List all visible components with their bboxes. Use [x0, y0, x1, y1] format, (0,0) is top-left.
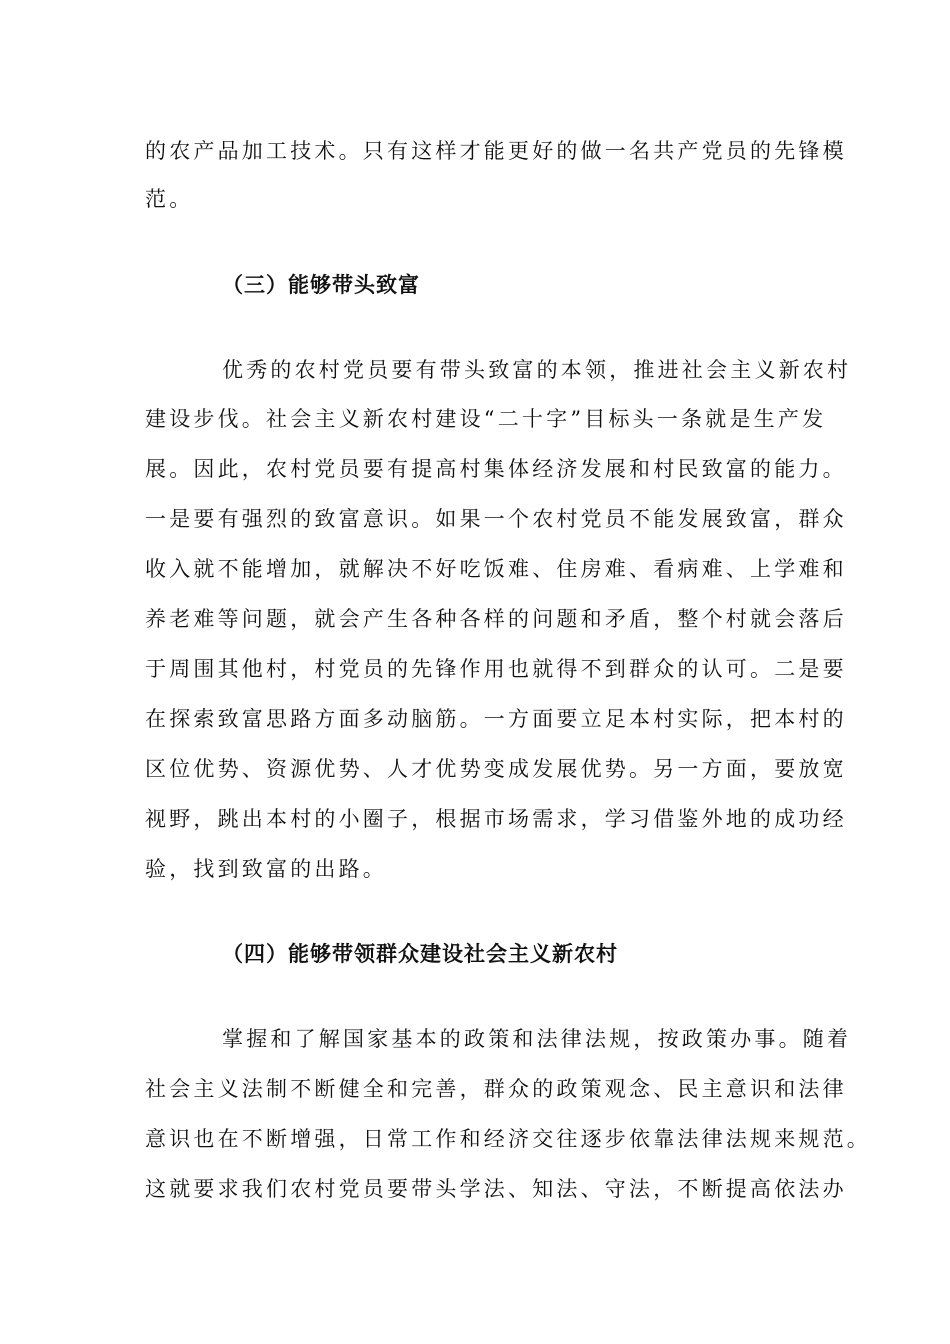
paragraph-line: 收入就不能增加，就解决不好吃饭难、住房难、看病难、上学难和: [145, 557, 847, 581]
paragraph-line: 这就要求我们农村党员要带头学法、知法、守法，不断提高依法办: [145, 1177, 847, 1201]
paragraph-line: 视野，跳出本村的小圈子，根据市场需求，学习借鉴外地的成功经: [145, 807, 847, 831]
paragraph-line: 于周围其他村，村党员的先锋作用也就得不到群众的认可。二是要: [145, 657, 847, 681]
paragraph-line: 建设步伐。社会主义新农村建设“二十字”目标头一条就是生产发: [145, 407, 827, 431]
paragraph-line: 在探索致富思路方面多动脑筋。一方面要立足本村实际，把本村的: [145, 707, 847, 731]
paragraph-line: 的农产品加工技术。只有这样才能更好的做一名共产党员的先锋模: [145, 139, 847, 163]
paragraph-line: 优秀的农村党员要有带头致富的本领，推进社会主义新农村: [222, 358, 852, 382]
section-heading-4: （四）能够带领群众建设社会主义新农村: [222, 941, 618, 966]
paragraph-line: 掌握和了解国家基本的政策和法律法规，按政策办事。随着: [222, 1027, 852, 1051]
paragraph-line: 范。: [145, 187, 194, 211]
paragraph-line: 展。因此，农村党员要有提高村集体经济发展和村民致富的能力。: [145, 457, 847, 481]
paragraph-line: 养老难等问题，就会产生各种各样的问题和矛盾，整个村就会落后: [145, 607, 847, 631]
paragraph-line: 一是要有强烈的致富意识。如果一个农村党员不能发展致富，群众: [145, 507, 847, 531]
paragraph-line: 意识也在不断增强，日常工作和经济交往逐步依靠法律法规来规范。: [145, 1127, 871, 1151]
paragraph-line: 社会主义法制不断健全和完善，群众的政策观念、民主意识和法律: [145, 1077, 847, 1101]
paragraph-line: 区位优势、资源优势、人才优势变成发展优势。另一方面，要放宽: [145, 757, 847, 781]
paragraph-line: 验，找到致富的出路。: [145, 857, 387, 881]
section-heading-3: （三）能够带头致富: [222, 272, 420, 297]
